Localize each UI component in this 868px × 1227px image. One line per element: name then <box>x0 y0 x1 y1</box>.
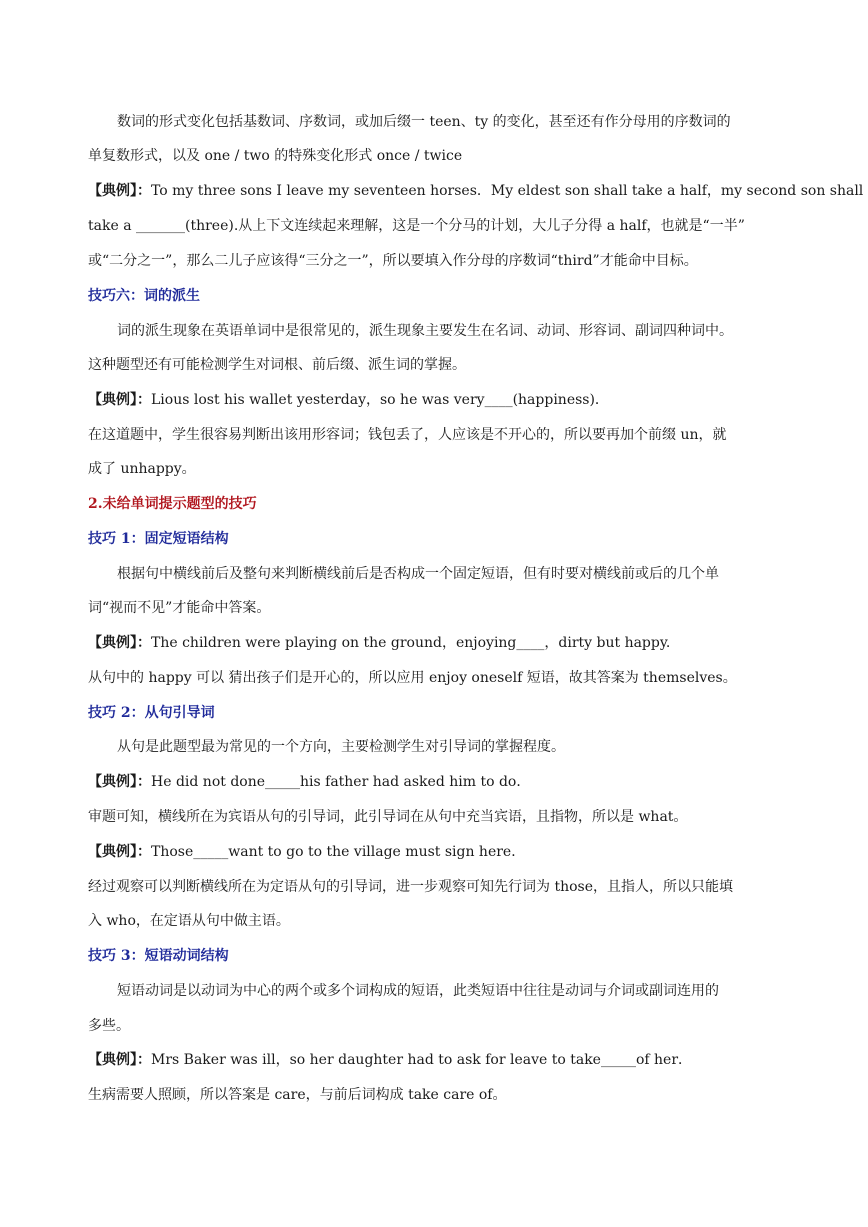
paragraph-line: 或“二分之一”，那么二儿子应该得“三分之一”，所以要填入作分母的序数词“third”才能命中目标。 <box>88 253 698 269</box>
paragraph-line: 词的派生现象在英语单词中是很常见的，派生现象主要发生在名词、动词、形容词、副词四种词中。 <box>117 323 733 339</box>
paragraph-line: 经过观察可以判断横线所在为定语从句的引导词，进一步观察可知先行词为 those，且指人，所以只能填 <box>88 879 733 895</box>
example-line <box>88 633 788 653</box>
paragraph-line: 这种题型还有可能检测学生对词根、前后缀、派生词的掌握。 <box>88 357 466 373</box>
example-line <box>88 842 788 862</box>
example-text: Those_____want to go to the village must sign here． <box>151 844 526 860</box>
example-label: 【典例】： <box>88 1052 151 1068</box>
paragraph-line: 审题可知，横线所在为宾语从句的引导词，此引导词在从句中充当宾语，且指物，所以是 what。 <box>88 809 688 825</box>
paragraph-line: 单复数形式，以及 one / two 的特殊变化形式 once / twice <box>88 148 463 164</box>
example-text: Mrs Baker was ill，so her daughter had to ask for leave to take_____of her． <box>151 1052 693 1068</box>
section-heading: 技巧 2：从句引导词 <box>88 705 215 721</box>
paragraph-line: 从句是此题型最为常见的一个方向，主要检测学生对引导词的掌握程度。 <box>117 739 565 755</box>
paragraph-line: 短语动词是以动词为中心的两个或多个词构成的短语，此类短语中往往是动词与介词或副词连用的 <box>117 983 719 999</box>
example-line <box>88 1050 788 1070</box>
section-heading: 技巧 3：短语动词结构 <box>88 948 229 964</box>
example-text: He did not done_____his father had asked him to do． <box>151 774 531 790</box>
example-text: To my three sons I leave my seventeen horses．My eldest son shall take a half，my second son shall <box>151 183 864 199</box>
paragraph-line: take a _______(three).从上下文连续起来理解，这是一个分马的计划，大儿子分得 a half，也就是“一半” <box>88 218 745 234</box>
example-line <box>88 390 788 410</box>
example-line <box>88 181 864 201</box>
example-label: 【典例】： <box>88 635 151 651</box>
paragraph-line: 根据句中横线前后及整句来判断横线前后是否构成一个固定短语，但有时要对横线前或后的几个单 <box>117 566 719 582</box>
paragraph-line: 成了 unhappy。 <box>88 461 196 477</box>
example-label: 【典例】： <box>88 844 151 860</box>
paragraph-line: 生病需要人照顾，所以答案是 care，与前后词构成 take care of。 <box>88 1087 507 1103</box>
section-heading: 技巧 1：固定短语结构 <box>88 531 229 547</box>
section-title: 2.未给单词提示题型的技巧 <box>88 496 257 512</box>
paragraph-line: 从句中的 happy 可以 猜出孩子们是开心的，所以应用 enjoy oneself 短语，故其答案为 themselves。 <box>88 670 737 686</box>
example-text: Lious lost his wallet yesterday，so he was very____(happiness)． <box>151 392 609 408</box>
section-heading: 技巧六：词的派生 <box>88 288 200 304</box>
paragraph-line: 数词的形式变化包括基数词、序数词，或加后缀一 teen、ty 的变化，甚至还有作分母用的序数词的 <box>117 114 731 130</box>
example-line <box>88 772 788 792</box>
example-label: 【典例】： <box>88 392 151 408</box>
example-label: 【典例】： <box>88 183 151 199</box>
example-label: 【典例】： <box>88 774 151 790</box>
example-text: The children were playing on the ground，enjoying____，dirty but happy. <box>151 635 671 651</box>
paragraph-line: 入 who，在定语从句中做主语。 <box>88 913 290 929</box>
paragraph-line: 词“视而不见”才能命中答案。 <box>88 600 271 616</box>
paragraph-line: 多些。 <box>88 1018 130 1034</box>
paragraph-line: 在这道题中，学生很容易判断出该用形容词；钱包丢了，人应该是不开心的，所以要再加个前缀 un，就 <box>88 427 727 443</box>
